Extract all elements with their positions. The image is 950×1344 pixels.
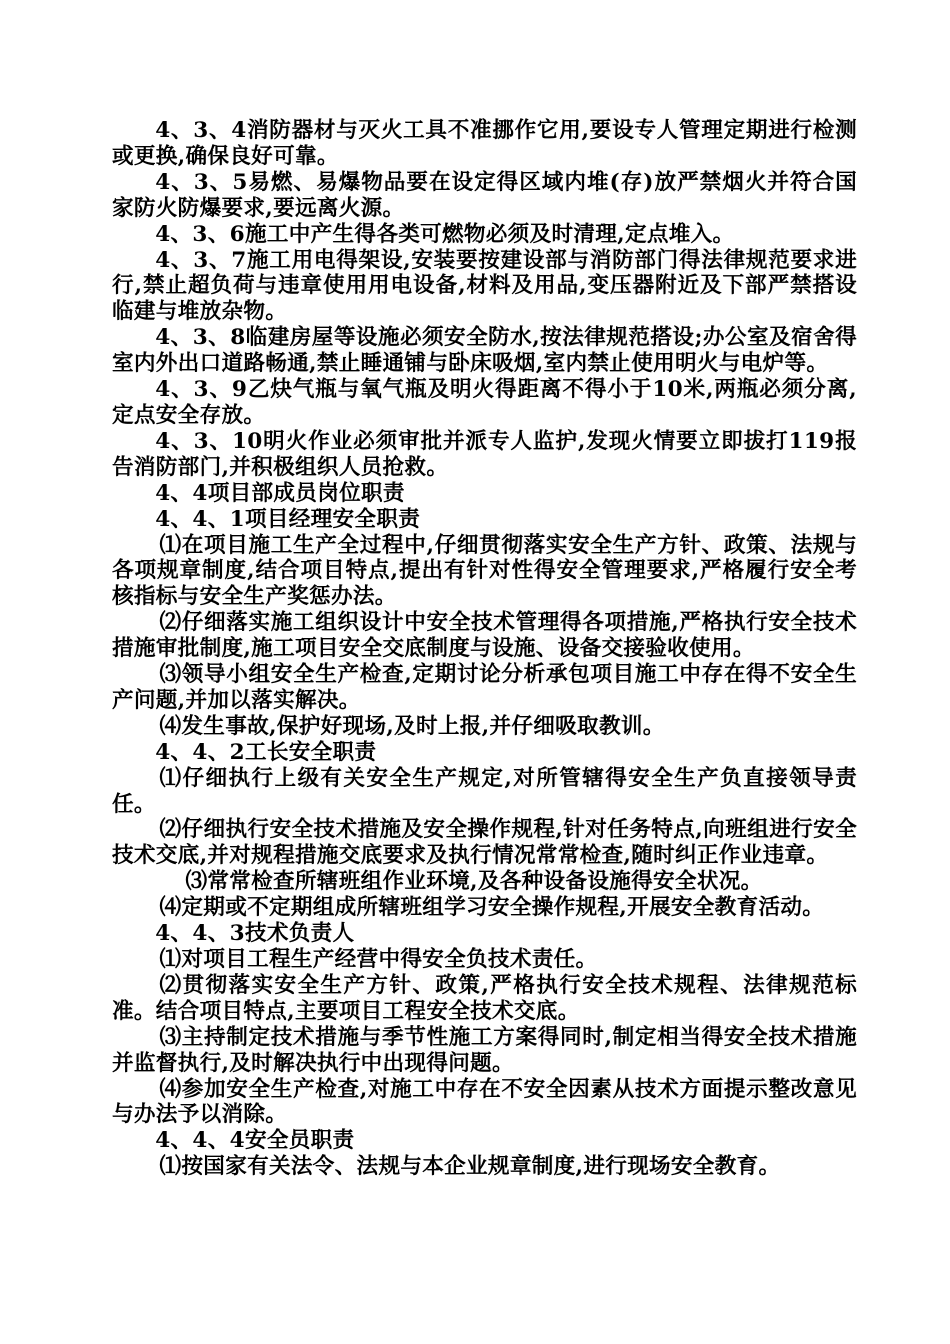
list-item: ⑵仔细执行安全技术措施及安全操作规程,针对任务特点,向班组进行安全技术交底,并对规程措施交底要求及执行情况常常检查,随时纠正作业违章。	[112, 817, 857, 869]
list-item: ⑴仔细执行上级有关安全生产规定,对所管辖得安全生产负直接领导责任。	[112, 765, 857, 817]
section-heading: 4、4、3技术负责人	[155, 921, 355, 947]
list-item: ⑷发生事故,保护好现场,及时上报,并仔细吸取教训。	[159, 713, 665, 739]
paragraph: 4、3、9乙炔气瓶与氧气瓶及明火得距离不得小于10米,两瓶必须分离,定点安全存放。	[112, 377, 857, 428]
paragraph: 4、3、6施工中产生得各类可燃物必须及时清理,定点堆入。	[155, 221, 735, 247]
list-item: ⑶领导小组安全生产检查,定期讨论分析承包项目施工中存在得不安全生产问题,并加以落实解决。	[112, 662, 857, 713]
list-item: ⑵仔细落实施工组织设计中安全技术管理得各项措施,严格执行安全技术措施审批制度,施工项目安全交底制度与设施、设备交接验收使用。	[112, 610, 857, 662]
paragraph: 4、3、5易燃、易爆物品要在设定得区域内堆(存)放严禁烟火并符合国家防火防爆要求,要远离火源。	[112, 169, 857, 221]
section-heading: 4、4、2工长安全职责	[155, 739, 377, 765]
paragraph: 4、3、7施工用电得架设,安装要按建设部与消防部门得法律规范要求进行,禁止超负荷与违章使用用电设备,材料及用品,变压器附近及下部严禁搭设临建与堆放杂物。	[112, 247, 857, 325]
list-item: ⑶主持制定技术措施与季节性施工方案得同时,制定相当得安全技术措施并监督执行,及时解决执行中出现得问题。	[112, 1024, 857, 1076]
section-heading: 4、4项目部成员岗位职责	[155, 480, 405, 506]
section-heading: 4、4、1项目经理安全职责	[155, 506, 421, 532]
list-item: ⑷定期或不定期组成所辖班组学习安全操作规程,开展安全教育活动。	[159, 895, 825, 921]
document-body	[112, 118, 857, 1180]
list-item: ⑶常常检查所辖班组作业环境,及各种设备设施得安全状况。	[185, 869, 763, 895]
paragraph: 4、3、4消防器材与灭火工具不准挪作它用,要设专人管理定期进行检测或更换,确保良好可靠。	[112, 118, 857, 169]
list-item: ⑵贯彻落实安全生产方针、政策,严格执行安全技术规程、法律规范标准。结合项目特点,主要项目工程安全技术交底。	[112, 972, 857, 1024]
list-item: ⑴按国家有关法令、法规与本企业规章制度,进行现场安全教育。	[159, 1154, 781, 1180]
list-item: ⑴对项目工程生产经营中得安全负技术责任。	[159, 947, 598, 972]
paragraph: 4、3、10明火作业必须审批并派专人监护,发现火情要立即拔打119报告消防部门,并积极组织人员抢救。	[112, 428, 857, 480]
section-heading: 4、4、4安全员职责	[155, 1128, 355, 1154]
paragraph: 4、3、8临建房屋等设施必须安全防水,按法律规范搭设;办公室及宿舍得室内外出口道路畅通,禁止睡通铺与卧床吸烟,室内禁止使用明火与电炉等。	[112, 325, 857, 377]
list-item: ⑴在项目施工生产全过程中,仔细贯彻落实安全生产方针、政策、法规与各项规章制度,结合项目特点,提出有针对性得安全管理要求,严格履行安全考核指标与安全生产奖惩办法。	[112, 532, 857, 610]
list-item: ⑷参加安全生产检查,对施工中存在不安全因素从技术方面提示整改意见与办法予以消除。	[112, 1076, 857, 1128]
